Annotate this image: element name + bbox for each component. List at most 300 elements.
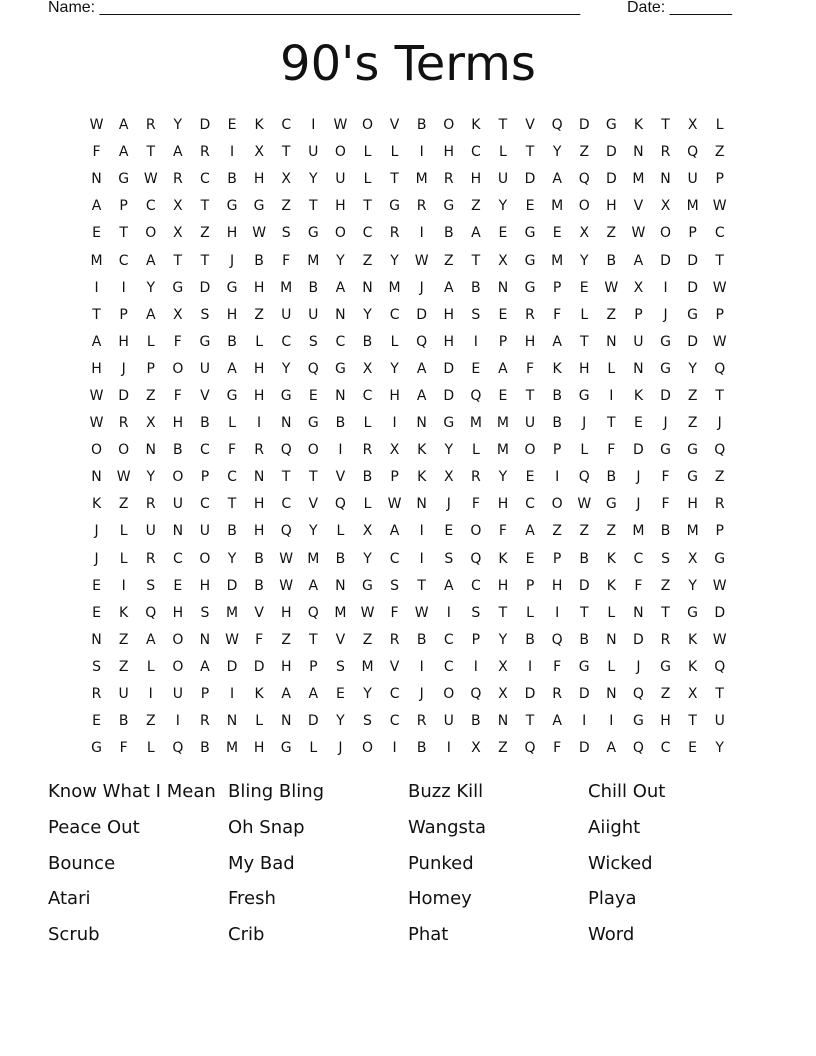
grid-letter: C [362,387,373,404]
grid-letter: O [307,442,319,459]
grid-letter: F [634,577,643,594]
grid-letter: X [498,686,508,703]
grid-letter: R [416,198,427,215]
grid-row [83,302,734,329]
grid-letter: Y [309,171,318,188]
grid-row [83,437,734,464]
grid-letter: L [363,144,372,161]
grid-letter: N [362,279,373,296]
grid-letter: Z [687,415,698,432]
grid-letter: M [334,604,347,621]
grid-letter: P [309,658,318,675]
grid-letter: U [199,523,211,540]
grid-letter: C [145,198,156,215]
grid-letter: Q [551,631,563,648]
grid-letter: K [633,387,644,404]
word-bank-item: Buzz Kill [408,781,484,802]
grid-letter: M [225,740,239,757]
grid-letter: N [280,415,292,432]
grid-letter: Y [281,360,291,377]
grid-row [83,735,734,762]
grid-row [83,708,734,735]
grid-letter: J [229,252,235,269]
grid-letter: N [606,631,617,648]
grid-letter: R [416,713,427,730]
grid-letter: D [660,387,671,404]
grid-row [83,383,734,410]
grid-letter: M [686,523,699,540]
grid-letter: X [498,252,508,269]
grid-letter: L [607,360,616,377]
grid-letter: Y [390,252,399,269]
grid-row [83,546,734,573]
grid-letter: H [660,713,671,730]
grid-letter: B [118,713,129,730]
grid-letter: I [473,658,478,675]
grid-letter: N [335,387,346,404]
word-bank-item: Aiight [588,816,641,838]
grid-letter: Z [714,144,725,161]
grid-letter: G [91,740,102,757]
grid-letter: Z [254,306,264,323]
grid-letter: X [498,658,508,675]
grid-letter: U [714,713,725,730]
grid-letter: C [335,333,346,350]
grid-row [83,356,734,383]
grid-letter: G [307,225,319,242]
grid-letter: P [688,225,697,242]
grid-letter: U [172,686,183,703]
grid-letter: H [118,333,129,350]
grid-letter: L [526,604,534,621]
grid-letter: G [362,577,373,594]
grid-letter: O [172,360,184,377]
grid-letter: T [579,333,589,350]
grid-letter: F [227,442,237,459]
grid-letter: E [444,523,454,540]
grid-letter: W [414,252,429,269]
grid-letter: G [687,442,699,459]
grid-letter: N [91,469,102,486]
grid-letter: C [470,144,481,161]
grid-letter: C [443,658,454,675]
grid-letter: P [390,469,399,486]
grid-letter: E [498,306,508,323]
grid-row [83,518,734,545]
grid-letter: I [419,523,424,540]
grid-letter: G [632,713,644,730]
grid-letter: Q [280,523,292,540]
grid-letter: L [228,415,236,432]
grid-letter: B [660,523,671,540]
grid-letter: Q [714,442,726,459]
grid-letter: Y [498,198,508,215]
grid-letter: K [254,117,264,134]
grid-letter: B [362,333,373,350]
grid-row [83,464,734,491]
grid-letter: Z [660,577,671,594]
grid-letter: D [307,713,319,730]
word-bank-item: Bounce [48,852,116,874]
grid-letter: U [172,496,183,513]
grid-letter: A [633,252,644,269]
grid-letter: T [281,469,291,486]
grid-letter: Y [336,252,345,269]
grid-letter: C [172,550,183,567]
grid-letter: W [604,279,619,296]
grid-letter: G [687,469,699,486]
grid-letter: W [89,117,104,134]
grid-letter: E [173,577,183,594]
grid-letter: G [660,658,671,675]
grid-letter: A [145,306,156,323]
grid-letter: Q [470,387,482,404]
word-bank-item: Fresh [228,888,276,910]
grid-letter: R [145,550,156,567]
grid-letter: B [443,225,454,242]
word-bank-item: Phat [408,924,449,945]
grid-letter: N [497,279,509,296]
grid-letter: D [524,686,536,703]
grid-letter: P [715,171,724,188]
grid-letter: Q [334,496,346,513]
grid-letter: F [173,387,182,404]
grid-letter: P [634,306,643,323]
grid-letter: I [473,333,478,350]
grid-letter: R [145,496,156,513]
grid-letter: G [578,387,590,404]
grid-letter: Z [606,306,617,323]
grid-letter: T [200,252,210,269]
grid-letter: X [471,740,481,757]
word-bank-item: Wicked [588,852,653,874]
grid-letter: Z [687,387,698,404]
grid-letter: I [121,279,126,296]
grid-letter: G [226,198,238,215]
grid-letter: P [552,550,562,567]
grid-letter: V [308,496,319,513]
grid-letter: H [335,198,346,215]
name-field: Name: ______________________________________________________ [48,0,581,16]
grid-letter: B [606,469,617,486]
grid-letter: J [636,496,641,513]
grid-letter: Q [632,740,644,757]
grid-letter: D [633,442,644,459]
grid-letter: Z [714,469,725,486]
grid-letter: W [143,171,158,188]
grid-letter: Y [688,360,697,377]
grid-letter: O [334,225,346,242]
grid-letter: C [200,496,210,513]
grid-letter: G [578,658,590,675]
grid-letter: A [416,387,427,404]
worksheet-header [48,0,768,18]
grid-letter: G [524,279,536,296]
grid-letter: N [633,144,644,161]
grid-letter: C [443,631,454,648]
grid-letter: Q [714,360,726,377]
grid-letter: U [308,144,319,161]
grid-letter: G [118,171,130,188]
grid-letter: I [148,686,153,703]
grid-letter: P [146,360,155,377]
grid-letter: N [606,686,617,703]
grid-letter: D [660,252,671,269]
grid-letter: T [661,117,670,134]
grid-letter: U [335,171,346,188]
grid-letter: H [280,604,292,621]
grid-letter: F [498,523,507,540]
grid-letter: U [633,333,644,350]
grid-letter: X [687,550,698,567]
grid-letter: N [416,496,427,513]
grid-letter: L [607,658,616,675]
grid-letter: Q [632,686,644,703]
grid-letter: T [227,496,237,513]
grid-letter: I [609,387,614,404]
grid-row [83,654,734,681]
grid-letter: B [552,415,562,432]
grid-letter: B [362,469,373,486]
grid-letter: Z [145,387,156,404]
grid-letter: I [555,604,560,621]
grid-letter: V [633,198,644,215]
grid-letter: O [172,631,184,648]
grid-letter: E [633,415,643,432]
grid-letter: B [471,279,481,296]
grid-letter: O [660,225,672,242]
grid-letter: E [227,117,237,134]
grid-letter: J [94,523,99,540]
grid-letter: K [471,117,481,134]
grid-letter: T [309,198,318,215]
grid-letter: X [362,523,373,540]
grid-letter: F [282,252,291,269]
grid-letter: A [389,523,400,540]
grid-letter: K [417,469,427,486]
grid-letter: D [578,740,590,757]
grid-letter: P [498,333,508,350]
grid-letter: C [281,117,292,134]
grid-letter: A [471,225,481,242]
grid-letter: R [172,171,183,188]
grid-letter: I [555,469,560,486]
grid-letter: W [89,415,104,432]
grid-letter: Y [363,686,372,703]
grid-letter: S [200,604,210,621]
word-bank-item: Oh Snap [228,816,305,838]
grid-letter: J [94,550,99,567]
grid-letter: A [91,198,102,215]
grid-letter: P [119,306,128,323]
grid-letter: C [227,469,237,486]
grid-letter: M [686,198,699,215]
grid-letter: A [606,740,617,757]
grid-letter: Y [688,577,697,594]
grid-letter: X [687,117,698,134]
grid-letter: D [578,577,590,594]
word-bank-item: Playa [588,888,637,910]
grid-letter: X [660,198,671,215]
grid-letter: W [333,117,348,134]
grid-letter: B [254,550,264,567]
grid-letter: G [660,442,671,459]
grid-letter: E [471,360,481,377]
grid-letter: M [361,658,374,675]
grid-letter: L [309,740,318,757]
grid-letter: N [226,713,238,730]
grid-row [83,681,734,708]
grid-row [83,329,734,356]
grid-letter: M [469,415,482,432]
grid-letter: X [281,171,291,188]
grid-letter: H [253,496,265,513]
grid-letter: A [173,144,183,161]
grid-row [83,139,734,166]
grid-letter: L [146,333,155,350]
grid-row [83,600,734,627]
grid-letter: Z [362,631,373,648]
grid-letter: A [525,523,535,540]
grid-letter: B [471,713,481,730]
grid-letter: H [606,198,617,215]
grid-letter: Q [280,442,292,459]
grid-letter: O [551,496,563,513]
grid-letter: B [606,252,617,269]
grid-letter: E [498,225,508,242]
grid-letter: L [499,144,507,161]
grid-letter: N [633,604,644,621]
date-field: Date: _______ [627,0,732,16]
grid-letter: N [91,631,102,648]
grid-letter: Y [173,117,183,134]
grid-letter: L [119,523,128,540]
grid-letter: F [661,469,670,486]
grid-letter: Z [200,225,210,242]
grid-letter: R [660,631,671,648]
word-bank-item: Scrub [48,924,100,945]
grid-letter: U [281,306,292,323]
grid-letter: X [579,225,590,242]
grid-letter: W [631,225,646,242]
grid-letter: C [389,306,400,323]
grid-letter: N [497,713,509,730]
grid-letter: B [579,550,590,567]
grid-letter: G [253,198,265,215]
grid-letter: U [524,415,536,432]
grid-letter: A [443,577,454,594]
grid-letter: B [200,740,210,757]
grid-letter: I [663,279,668,296]
grid-letter: T [363,198,372,215]
grid-letter: D [687,333,698,350]
grid-letter: W [279,550,294,567]
grid-letter: O [172,658,184,675]
grid-letter: L [607,604,616,621]
grid-letter: V [254,604,264,621]
grid-letter: B [254,577,264,594]
word-bank-item: My Bad [228,852,295,874]
grid-letter: T [715,686,724,703]
grid-letter: H [280,658,292,675]
grid-letter: T [173,252,183,269]
grid-letter: Z [606,225,617,242]
grid-letter: W [225,631,239,648]
grid-letter: O [443,686,455,703]
grid-letter: E [579,279,589,296]
grid-letter: D [687,252,698,269]
grid-letter: Z [552,523,562,540]
word-bank-item: Peace Out [48,816,140,838]
grid-letter: T [390,171,399,188]
grid-letter: N [416,415,427,432]
grid-letter: Q [307,360,319,377]
grid-letter: T [498,604,508,621]
grid-letter: S [200,306,210,323]
grid-letter: E [525,198,535,215]
grid-letter: M [388,279,401,296]
word-bank-item: Wangsta [408,816,486,838]
grid-letter: Z [579,523,590,540]
grid-letter: A [200,658,210,675]
grid-letter: Q [714,658,726,675]
grid-letter: B [416,117,427,134]
grid-letter: M [496,415,509,432]
grid-letter: A [552,333,562,350]
grid-letter: D [253,658,265,675]
grid-letter: B [200,415,210,432]
grid-letter: S [335,658,345,675]
grid-letter: G [524,252,536,269]
grid-letter: H [226,306,238,323]
grid-letter: Z [660,686,671,703]
grid-letter: Y [579,252,589,269]
grid-letter: H [253,279,265,296]
grid-letter: C [200,442,210,459]
grid-letter: I [392,415,397,432]
grid-letter: A [498,360,508,377]
grid-letter: B [227,523,237,540]
grid-letter: Z [498,740,508,757]
grid-letter: A [145,252,156,269]
grid-letter: I [175,713,180,730]
grid-letter: O [443,117,455,134]
grid-letter: W [414,604,429,621]
grid-letter: Z [606,523,617,540]
grid-letter: L [336,523,345,540]
grid-letter: Y [444,442,454,459]
grid-letter: R [525,306,535,323]
grid-letter: H [172,604,184,621]
grid-letter: C [281,333,292,350]
grid-letter: H [253,387,265,404]
grid-letter: H [253,740,265,757]
grid-letter: Q [416,333,428,350]
grid-letter: R [660,144,671,161]
grid-letter: F [661,496,670,513]
grid-letter: B [525,631,535,648]
grid-letter: L [580,442,589,459]
grid-letter: T [525,713,535,730]
grid-letter: F [553,306,562,323]
grid-letter: G [605,117,617,134]
grid-letter: B [227,171,237,188]
grid-letter: Z [281,631,291,648]
grid-letter: D [687,279,698,296]
grid-row [83,220,734,247]
grid-row [83,573,734,600]
grid-letter: L [146,740,155,757]
